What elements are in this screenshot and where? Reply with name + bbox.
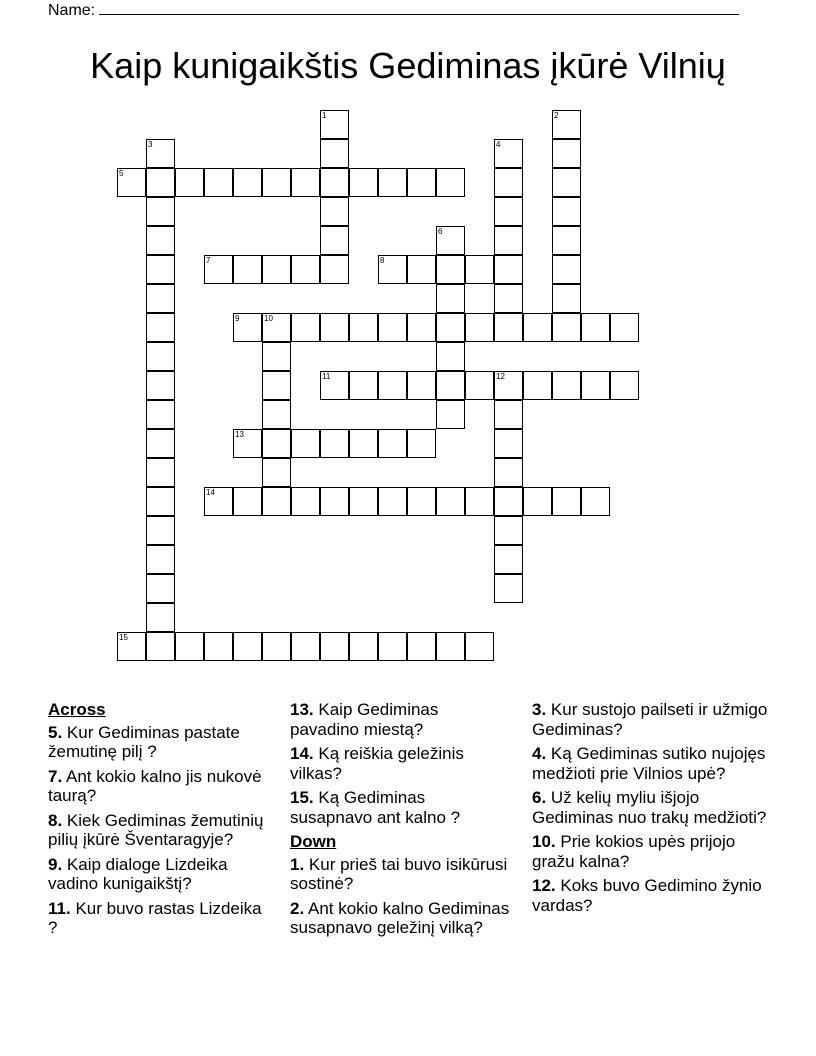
clue-text: Ką reiškia geležinis vilkas? bbox=[290, 744, 464, 783]
cell-number: 2 bbox=[554, 111, 559, 120]
grid-cell[interactable] bbox=[465, 255, 494, 284]
grid-cell[interactable] bbox=[262, 429, 291, 458]
grid-cell[interactable] bbox=[320, 110, 349, 139]
grid-cell[interactable] bbox=[465, 371, 494, 400]
grid-cell[interactable] bbox=[436, 400, 465, 429]
grid-cell[interactable] bbox=[204, 487, 233, 516]
clue-text: Kiek Gediminas žemutinių pilių įkūrė Šventaragyje? bbox=[48, 810, 264, 849]
grid-cell[interactable] bbox=[552, 110, 581, 139]
grid-cell[interactable] bbox=[494, 400, 523, 429]
grid-cell[interactable] bbox=[320, 226, 349, 255]
clue-text: Kur sustojo pailseti ir užmigo Gediminas? bbox=[532, 700, 768, 739]
cell-number: 8 bbox=[380, 256, 385, 265]
clue-across-15 bbox=[290, 788, 510, 827]
grid-cell[interactable] bbox=[146, 371, 175, 400]
grid-cell[interactable] bbox=[349, 371, 378, 400]
grid-cell[interactable] bbox=[291, 487, 320, 516]
across-heading: Across bbox=[48, 700, 106, 719]
grid-cell[interactable] bbox=[146, 168, 175, 197]
grid-cell[interactable] bbox=[436, 632, 465, 661]
grid-cell[interactable] bbox=[146, 603, 175, 632]
grid-cell[interactable] bbox=[465, 487, 494, 516]
clue-number: 10. bbox=[532, 832, 556, 851]
grid-cell[interactable] bbox=[320, 487, 349, 516]
grid-cell[interactable] bbox=[146, 487, 175, 516]
grid-cell[interactable] bbox=[320, 632, 349, 661]
grid-cell[interactable] bbox=[262, 400, 291, 429]
grid-cell[interactable] bbox=[233, 429, 262, 458]
grid-cell[interactable] bbox=[378, 429, 407, 458]
grid-cell[interactable] bbox=[262, 487, 291, 516]
grid-cell[interactable] bbox=[494, 313, 523, 342]
grid-cell[interactable] bbox=[262, 371, 291, 400]
clue-number: 9. bbox=[48, 854, 63, 874]
grid-cell[interactable] bbox=[233, 168, 262, 197]
grid-cell[interactable] bbox=[494, 429, 523, 458]
grid-cell[interactable] bbox=[436, 487, 465, 516]
grid-cell[interactable] bbox=[552, 284, 581, 313]
grid-cell[interactable] bbox=[494, 574, 523, 603]
grid-cell[interactable] bbox=[523, 313, 552, 342]
clues-column-1 bbox=[48, 700, 268, 943]
grid-cell[interactable] bbox=[262, 632, 291, 661]
grid-cell[interactable] bbox=[291, 429, 320, 458]
clues-column-3 bbox=[532, 700, 772, 920]
grid-cell[interactable] bbox=[436, 255, 465, 284]
grid-cell[interactable] bbox=[436, 284, 465, 313]
clue-across-5 bbox=[48, 723, 268, 762]
clues-column-2 bbox=[290, 700, 510, 943]
cell-number: 10 bbox=[264, 314, 273, 323]
grid-cell[interactable] bbox=[320, 313, 349, 342]
grid-cell[interactable] bbox=[204, 168, 233, 197]
clue-text: Kur Gediminas pastate žemutinę pilį ? bbox=[48, 722, 240, 761]
grid-cell[interactable] bbox=[320, 429, 349, 458]
grid-cell[interactable] bbox=[146, 400, 175, 429]
clue-across-7 bbox=[48, 767, 268, 806]
clue-number: 5. bbox=[48, 722, 63, 742]
clue-down-3 bbox=[532, 700, 772, 739]
clue-text: Kur prieš tai buvo isikūrusi sostinė? bbox=[290, 854, 508, 893]
grid-cell[interactable] bbox=[291, 255, 320, 284]
clue-across-11 bbox=[48, 899, 268, 938]
grid-cell[interactable] bbox=[407, 255, 436, 284]
grid-cell[interactable] bbox=[407, 632, 436, 661]
grid-cell[interactable] bbox=[610, 371, 639, 400]
clue-text: Kaip dialoge Lizdeika vadino kunigaikštį? bbox=[48, 854, 228, 893]
cell-number: 14 bbox=[206, 488, 215, 497]
cell-number: 6 bbox=[438, 227, 443, 236]
grid-cell[interactable] bbox=[494, 197, 523, 226]
grid-cell[interactable] bbox=[610, 313, 639, 342]
grid-cell[interactable] bbox=[465, 632, 494, 661]
clue-down-1 bbox=[290, 855, 510, 894]
clue-number: 2. bbox=[290, 898, 305, 918]
grid-cell[interactable] bbox=[146, 545, 175, 574]
grid-cell[interactable] bbox=[494, 458, 523, 487]
grid-cell[interactable] bbox=[146, 313, 175, 342]
grid-cell[interactable] bbox=[117, 632, 146, 661]
clue-number: 11. bbox=[48, 898, 71, 918]
clue-text: Koks buvo Gedimino žynio vardas? bbox=[532, 876, 762, 915]
grid-cell[interactable] bbox=[523, 487, 552, 516]
grid-cell[interactable] bbox=[523, 371, 552, 400]
grid-cell[interactable] bbox=[233, 313, 262, 342]
cell-number: 9 bbox=[235, 314, 240, 323]
grid-cell[interactable] bbox=[320, 139, 349, 168]
puzzle-title: Kaip kunigaikštis Gediminas įkūrė Vilnių bbox=[90, 45, 726, 86]
grid-cell[interactable] bbox=[175, 168, 204, 197]
grid-cell[interactable] bbox=[581, 371, 610, 400]
grid-cell[interactable] bbox=[117, 168, 146, 197]
clue-number: 12. bbox=[532, 876, 556, 895]
grid-cell[interactable] bbox=[320, 197, 349, 226]
grid-cell[interactable] bbox=[552, 313, 581, 342]
clue-number: 7. bbox=[48, 766, 63, 786]
grid-cell[interactable] bbox=[407, 487, 436, 516]
grid-cell[interactable] bbox=[378, 168, 407, 197]
grid-cell[interactable] bbox=[436, 342, 465, 371]
grid-cell[interactable] bbox=[146, 429, 175, 458]
grid-cell[interactable] bbox=[175, 632, 204, 661]
down-heading: Down bbox=[290, 832, 337, 851]
grid-cell[interactable] bbox=[233, 487, 262, 516]
cell-number: 12 bbox=[496, 372, 505, 381]
grid-cell[interactable] bbox=[552, 168, 581, 197]
grid-cell[interactable] bbox=[378, 487, 407, 516]
grid-cell[interactable] bbox=[320, 168, 349, 197]
grid-cell[interactable] bbox=[436, 226, 465, 255]
clue-text: Ką Gediminas susapnavo ant kalno ? bbox=[290, 788, 461, 827]
grid-cell[interactable] bbox=[262, 342, 291, 371]
clue-down-4 bbox=[532, 744, 772, 783]
grid-cell[interactable] bbox=[233, 255, 262, 284]
grid-cell[interactable] bbox=[552, 487, 581, 516]
grid-cell[interactable] bbox=[349, 487, 378, 516]
grid-cell[interactable] bbox=[552, 197, 581, 226]
clue-number: 8. bbox=[48, 810, 63, 830]
grid-cell[interactable] bbox=[349, 168, 378, 197]
cell-number: 11 bbox=[322, 372, 331, 381]
clue-text: Prie kokios upės prijojo gražu kalna? bbox=[532, 832, 736, 871]
grid-cell[interactable] bbox=[146, 284, 175, 313]
grid-cell[interactable] bbox=[291, 313, 320, 342]
grid-cell[interactable] bbox=[378, 371, 407, 400]
cell-number: 13 bbox=[235, 430, 244, 439]
grid-cell[interactable] bbox=[436, 371, 465, 400]
grid-cell[interactable] bbox=[581, 313, 610, 342]
grid-cell[interactable] bbox=[494, 487, 523, 516]
grid-cell[interactable] bbox=[146, 139, 175, 168]
clue-text: Ant kokio kalno Gediminas susapnavo geležinį vilką? bbox=[290, 898, 510, 937]
grid-cell[interactable] bbox=[407, 371, 436, 400]
grid-cell[interactable] bbox=[378, 255, 407, 284]
grid-cell[interactable] bbox=[146, 226, 175, 255]
grid-cell[interactable] bbox=[436, 313, 465, 342]
grid-cell[interactable] bbox=[146, 574, 175, 603]
clue-across-13 bbox=[290, 700, 510, 739]
grid-cell[interactable] bbox=[262, 313, 291, 342]
grid-cell[interactable] bbox=[407, 168, 436, 197]
grid-cell[interactable] bbox=[494, 371, 523, 400]
clue-across-14 bbox=[290, 744, 510, 783]
clue-text: Už kelių myliu išjojo Gediminas nuo trakų medžioti? bbox=[532, 788, 767, 827]
clue-number: 4. bbox=[532, 744, 547, 763]
cell-number: 7 bbox=[206, 256, 211, 265]
grid-cell[interactable] bbox=[349, 632, 378, 661]
grid-cell[interactable] bbox=[146, 255, 175, 284]
grid-cell[interactable] bbox=[465, 313, 494, 342]
grid-cell[interactable] bbox=[146, 458, 175, 487]
grid-cell[interactable] bbox=[494, 545, 523, 574]
clue-text: Kur buvo rastas Lizdeika ? bbox=[48, 898, 262, 937]
cell-number: 3 bbox=[148, 140, 153, 149]
grid-cell[interactable] bbox=[320, 255, 349, 284]
clue-text: Kaip Gediminas pavadino miestą? bbox=[290, 700, 439, 739]
cell-number: 5 bbox=[119, 169, 124, 178]
grid-cell[interactable] bbox=[407, 429, 436, 458]
name-label: Name: bbox=[48, 2, 96, 19]
grid-cell[interactable] bbox=[407, 313, 436, 342]
clue-down-2 bbox=[290, 899, 510, 938]
clue-down-12 bbox=[532, 876, 772, 915]
clue-number: 6. bbox=[532, 788, 547, 807]
grid-cell[interactable] bbox=[378, 313, 407, 342]
clue-down-10 bbox=[532, 832, 772, 871]
grid-cell[interactable] bbox=[494, 516, 523, 545]
grid-cell[interactable] bbox=[320, 371, 349, 400]
clue-text: Ant kokio kalno jis nukovė taurą? bbox=[48, 766, 262, 805]
clue-number: 1. bbox=[290, 854, 305, 874]
grid-cell[interactable] bbox=[349, 313, 378, 342]
cell-number: 1 bbox=[322, 111, 327, 120]
grid-cell[interactable] bbox=[552, 371, 581, 400]
grid-cell[interactable] bbox=[146, 516, 175, 545]
grid-cell[interactable] bbox=[204, 632, 233, 661]
grid-cell[interactable] bbox=[262, 168, 291, 197]
grid-cell[interactable] bbox=[146, 342, 175, 371]
clue-number: 13. bbox=[290, 700, 314, 719]
clue-text: Ką Gediminas sutiko nujojęs medžioti prie Vilnios upė? bbox=[532, 744, 766, 783]
clue-number: 15. bbox=[290, 788, 314, 807]
grid-cell[interactable] bbox=[552, 139, 581, 168]
grid-cell[interactable] bbox=[378, 632, 407, 661]
grid-cell[interactable] bbox=[552, 226, 581, 255]
clue-number: 3. bbox=[532, 700, 547, 719]
grid-cell[interactable] bbox=[349, 429, 378, 458]
clue-across-9 bbox=[48, 855, 268, 894]
grid-cell[interactable] bbox=[291, 168, 320, 197]
grid-cell[interactable] bbox=[494, 168, 523, 197]
clue-down-6 bbox=[532, 788, 772, 827]
clue-number: 14. bbox=[290, 744, 314, 763]
grid-cell[interactable] bbox=[146, 632, 175, 661]
grid-cell[interactable] bbox=[581, 487, 610, 516]
grid-cell[interactable] bbox=[262, 458, 291, 487]
cell-number: 15 bbox=[119, 633, 128, 642]
grid-cell[interactable] bbox=[494, 255, 523, 284]
grid-cell[interactable] bbox=[262, 255, 291, 284]
grid-cell[interactable] bbox=[494, 284, 523, 313]
grid-cell[interactable] bbox=[204, 255, 233, 284]
grid-cell[interactable] bbox=[146, 197, 175, 226]
grid-cell[interactable] bbox=[436, 168, 465, 197]
clue-across-8 bbox=[48, 811, 268, 850]
grid-cell[interactable] bbox=[291, 632, 320, 661]
grid-cell[interactable] bbox=[494, 226, 523, 255]
grid-cell[interactable] bbox=[494, 139, 523, 168]
grid-cell[interactable] bbox=[552, 255, 581, 284]
grid-cell[interactable] bbox=[233, 632, 262, 661]
cell-number: 4 bbox=[496, 140, 501, 149]
